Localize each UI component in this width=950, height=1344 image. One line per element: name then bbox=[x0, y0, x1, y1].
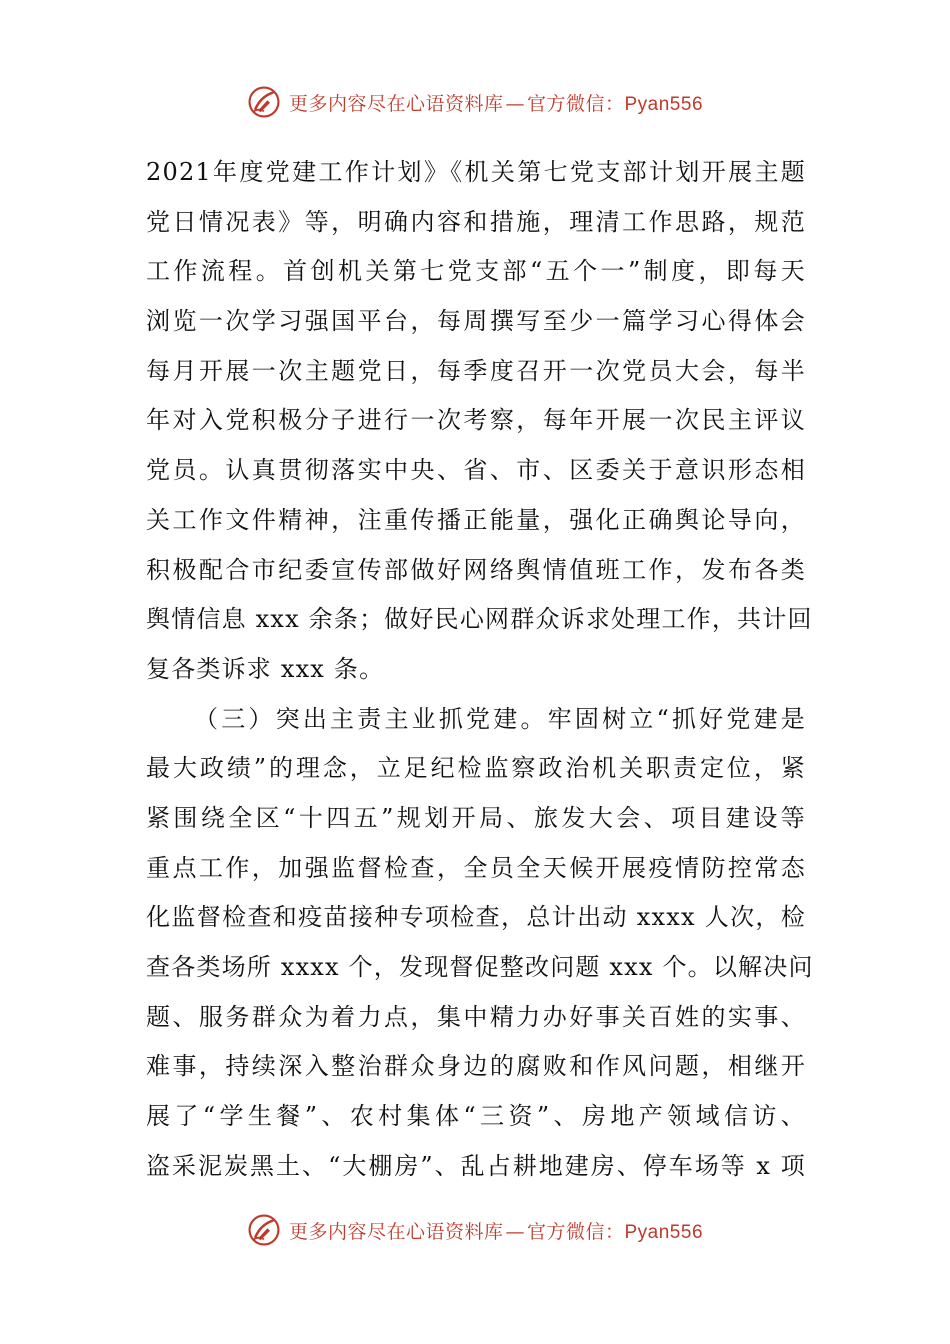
body-line: 复各类诉求 xxx 条。 bbox=[146, 654, 385, 683]
body-line: 舆情信息 xxx 余条；做好民心网群众诉求处理工作，共计回 bbox=[146, 605, 813, 634]
header-site-text: 更多内容尽在心语资料库 bbox=[288, 92, 504, 115]
footer-banner bbox=[0, 1210, 950, 1250]
footer-site-text: 更多内容尽在心语资料库 bbox=[288, 1220, 504, 1243]
body-line: 年对入党积极分子进行一次考察，每年开展一次民主评议 bbox=[146, 406, 806, 435]
body-line: 党员。认真贯彻落实中央、省、市、区委关于意识形态相 bbox=[146, 456, 806, 485]
header-banner-text bbox=[289, 89, 703, 116]
pen-logo-icon bbox=[247, 1213, 281, 1247]
pen-logo-icon bbox=[247, 85, 281, 119]
footer-wechat-id: Pyan556 bbox=[624, 1221, 704, 1243]
body-line: 关工作文件精神，注重传播正能量，强化正确舆论导向， bbox=[146, 505, 806, 534]
body-line: 浏览一次学习强国平台，每周撰写至少一篇学习心得体会 bbox=[146, 307, 806, 336]
section-heading-line: （三）突出主责主业抓党建。牢固树立“抓好党建是 bbox=[194, 704, 806, 733]
body-line: 每月开展一次主题党日，每季度召开一次党员大会，每半 bbox=[146, 356, 806, 385]
body-line: 工作流程。首创机关第七党支部“五个一”制度，即每天 bbox=[146, 257, 806, 286]
footer-dash: — bbox=[505, 1220, 525, 1243]
body-line: 重点工作，加强监督检查，全员全天候开展疫情防控常态 bbox=[146, 853, 806, 882]
header-label: 官方微信： bbox=[526, 92, 625, 115]
body-line: 题、服务群众为着力点，集中精力办好事关百姓的实事、 bbox=[146, 1002, 806, 1031]
header-banner bbox=[0, 82, 950, 122]
body-line: 难事，持续深入整治群众身边的腐败和作风问题，相继开 bbox=[146, 1052, 806, 1081]
body-line: 展了“学生餐”、农村集体“三资”、房地产领域信访、 bbox=[146, 1102, 806, 1131]
body-line: 查各类场所 xxxx 个，发现督促整改问题 xxx 个。以解决问 bbox=[146, 953, 814, 981]
header-dash: — bbox=[505, 92, 525, 115]
body-line: 化监督检查和疫苗接种专项检查，总计出动 xxxx 人次，检 bbox=[146, 903, 806, 932]
body-line: 积极配合市纪委宣传部做好网络舆情值班工作，发布各类 bbox=[146, 555, 806, 584]
footer-label: 官方微信： bbox=[526, 1220, 625, 1243]
body-line: 紧围绕全区“十四五”规划开局、旅发大会、项目建设等 bbox=[146, 803, 806, 832]
body-line: 2021年度党建工作计划》《机关第七党支部计划开展主题 bbox=[146, 158, 806, 186]
body-line: 党日情况表》等，明确内容和措施，理清工作思路，规范 bbox=[146, 207, 806, 236]
body-line: 最大政绩”的理念，立足纪检监察政治机关职责定位，紧 bbox=[146, 754, 806, 783]
body-line: 盗采泥炭黑土、“大棚房”、乱占耕地建房、停车场等 x 项 bbox=[146, 1151, 806, 1180]
document-body bbox=[146, 148, 814, 1191]
footer-banner-text bbox=[289, 1217, 703, 1244]
header-wechat-id: Pyan556 bbox=[624, 93, 704, 115]
